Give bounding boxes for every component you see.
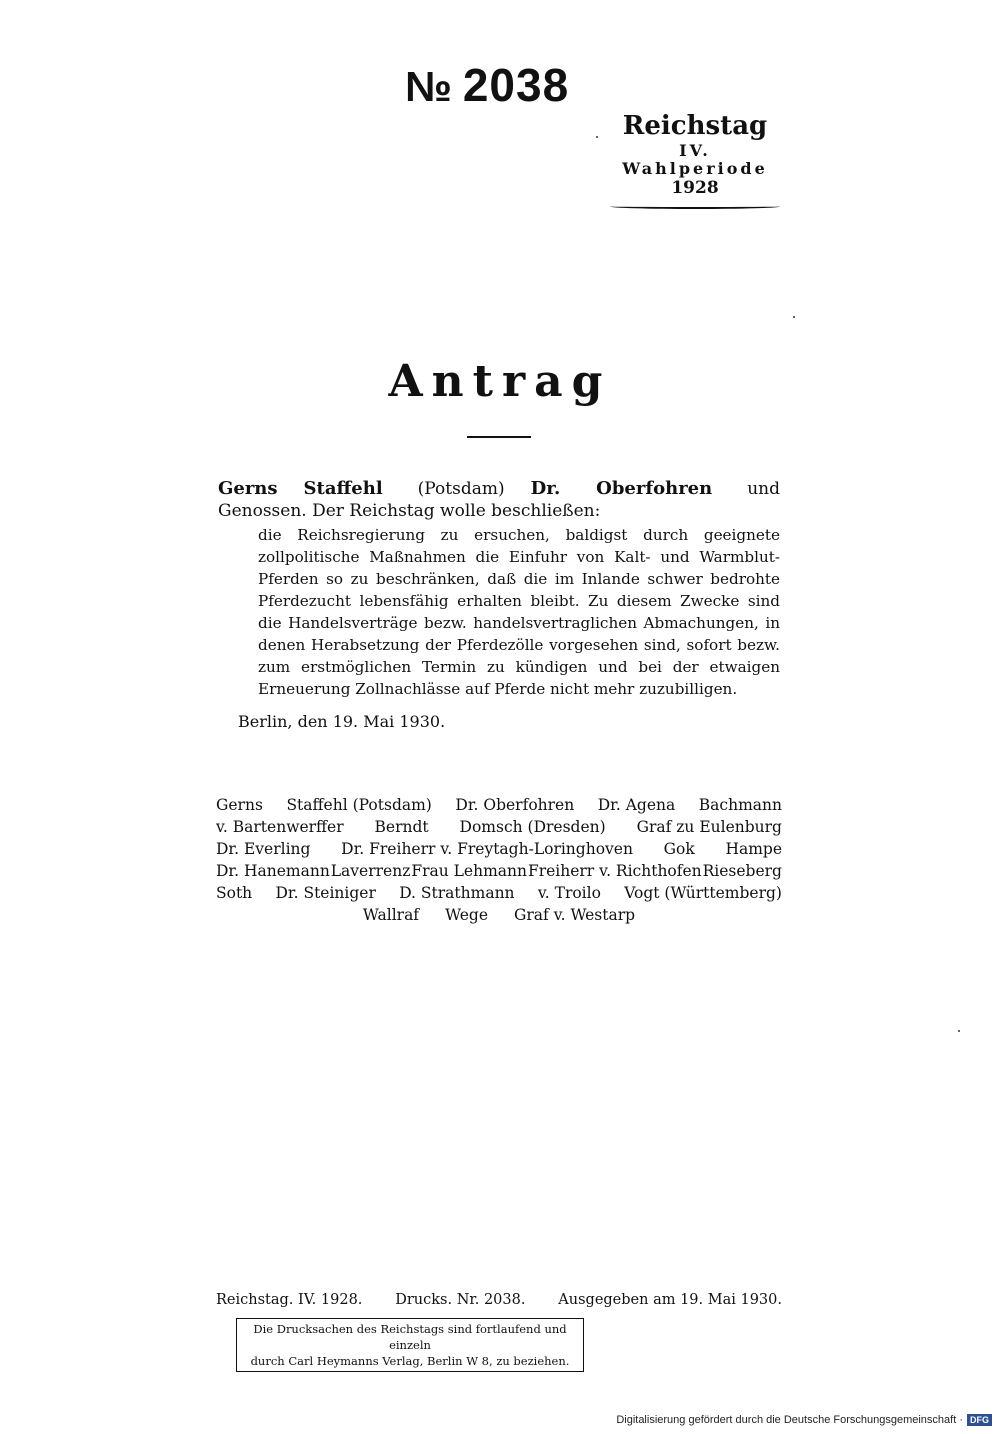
- author-3: Dr. Oberfohren: [530, 478, 713, 499]
- signatory: Frau Lehmann: [411, 862, 527, 880]
- motion-intro: [218, 478, 780, 522]
- heading-underline: [610, 204, 780, 209]
- date-line: Berlin, den 19. Mai 1930.: [238, 712, 446, 731]
- number-symbol: №: [405, 63, 453, 110]
- author-2: Staffehl: [303, 478, 383, 499]
- author-2-place: (Potsdam): [417, 479, 505, 499]
- signatory: Dr. Agena: [597, 796, 676, 814]
- signatory-row: [216, 816, 782, 838]
- title-divider: [467, 436, 531, 438]
- legislative-period: IV. Wahlperiode: [622, 140, 768, 179]
- signatory: D. Strathmann: [399, 884, 515, 902]
- signatory: Berndt: [374, 818, 429, 836]
- signatory-list: [216, 794, 782, 926]
- motion-text: die Reichsregierung zu ersuchen, baldigst durch geeignete zollpolitische Maßnahmen die Einfuhr von Kalt- und Warmblut-Pferden so zu beschränken, daß die im Inlande schwer bedrohte Pferdezucht lebensfähig erhalten bleibt. Zu diesem Zwecke sind die Handelsverträge bezw. handelsvertraglichen Abmachungen, in denen Herabsetzung der Pferdezölle vorgesehen sind, sofort bezw. zum erstmöglichen Termin zu kündigen und bei der etwaigen Erneuerung Zollnachlässe auf Pferde nicht mehr zuzubilligen.: [258, 526, 780, 698]
- print-footer: [216, 1292, 782, 1308]
- document-number: [405, 59, 570, 111]
- footer-print-number: Drucks. Nr. 2038.: [395, 1292, 526, 1308]
- paper-speck: [596, 136, 598, 138]
- digitization-credit: [616, 1414, 992, 1426]
- paper-speck: [793, 316, 795, 318]
- signatory: Dr. Oberfohren: [455, 796, 575, 814]
- signatory-row: [216, 882, 782, 904]
- signatory-row: [216, 838, 782, 860]
- signatory: v. Troilo: [537, 884, 601, 902]
- signatory: Gerns: [216, 796, 263, 814]
- footer-issue-date: Ausgegeben am 19. Mai 1930.: [558, 1292, 782, 1308]
- signatory: Graf zu Eulenburg: [636, 818, 782, 836]
- signatory: Bachmann: [698, 796, 782, 814]
- signatory: Dr. Freiherr v. Freytagh-Loringhoven: [341, 840, 633, 858]
- signatory-row: [216, 794, 782, 816]
- publisher-note-line: durch Carl Heymanns Verlag, Berlin W 8, zu beziehen.: [250, 1354, 570, 1368]
- signatory-row: [216, 860, 782, 882]
- signatory-row: [216, 904, 782, 926]
- publisher-note: [236, 1318, 584, 1372]
- number-value: 2038: [462, 59, 570, 111]
- signatory: Wege: [445, 906, 488, 924]
- signatory: Rieseberg: [702, 862, 782, 880]
- session-heading: [610, 112, 780, 209]
- author-1: Gerns: [218, 478, 278, 499]
- dfg-logo-icon: DFG: [967, 1414, 992, 1426]
- signatory: Hampe: [725, 840, 782, 858]
- signatory: Staffehl (Potsdam): [286, 796, 432, 814]
- signatory: Gok: [663, 840, 695, 858]
- credit-text: Digitalisierung gefördert durch die Deutsche Forschungsgemeinschaft ·: [616, 1414, 963, 1426]
- paper-speck: [958, 1030, 960, 1032]
- footer-session: Reichstag. IV. 1928.: [216, 1292, 363, 1308]
- signatory: v. Bartenwerffer: [216, 818, 344, 836]
- signatory: Dr. Everling: [216, 840, 311, 858]
- page-title: Antrag: [388, 356, 612, 407]
- signatory: Dr. Hanemann: [216, 862, 330, 880]
- signatory: Wallraf: [362, 906, 420, 924]
- intro-rest: und Genossen. Der Reichstag wolle beschließen:: [218, 479, 780, 521]
- publisher-note-line: Die Drucksachen des Reichstags sind fortlaufend und einzeln: [253, 1322, 567, 1352]
- signatory: Graf v. Westarp: [514, 906, 636, 924]
- signatory: Soth: [216, 884, 253, 902]
- signatory: Dr. Steiniger: [275, 884, 376, 902]
- session-year: 1928: [671, 177, 719, 198]
- signatory: Vogt (Württemberg): [624, 884, 782, 902]
- signatory: Freiherr v. Richthofen: [527, 862, 702, 880]
- parliament-name: Reichstag: [622, 111, 768, 141]
- signatory: Domsch (Dresden): [459, 818, 606, 836]
- signatory: Laverrenz: [330, 862, 411, 880]
